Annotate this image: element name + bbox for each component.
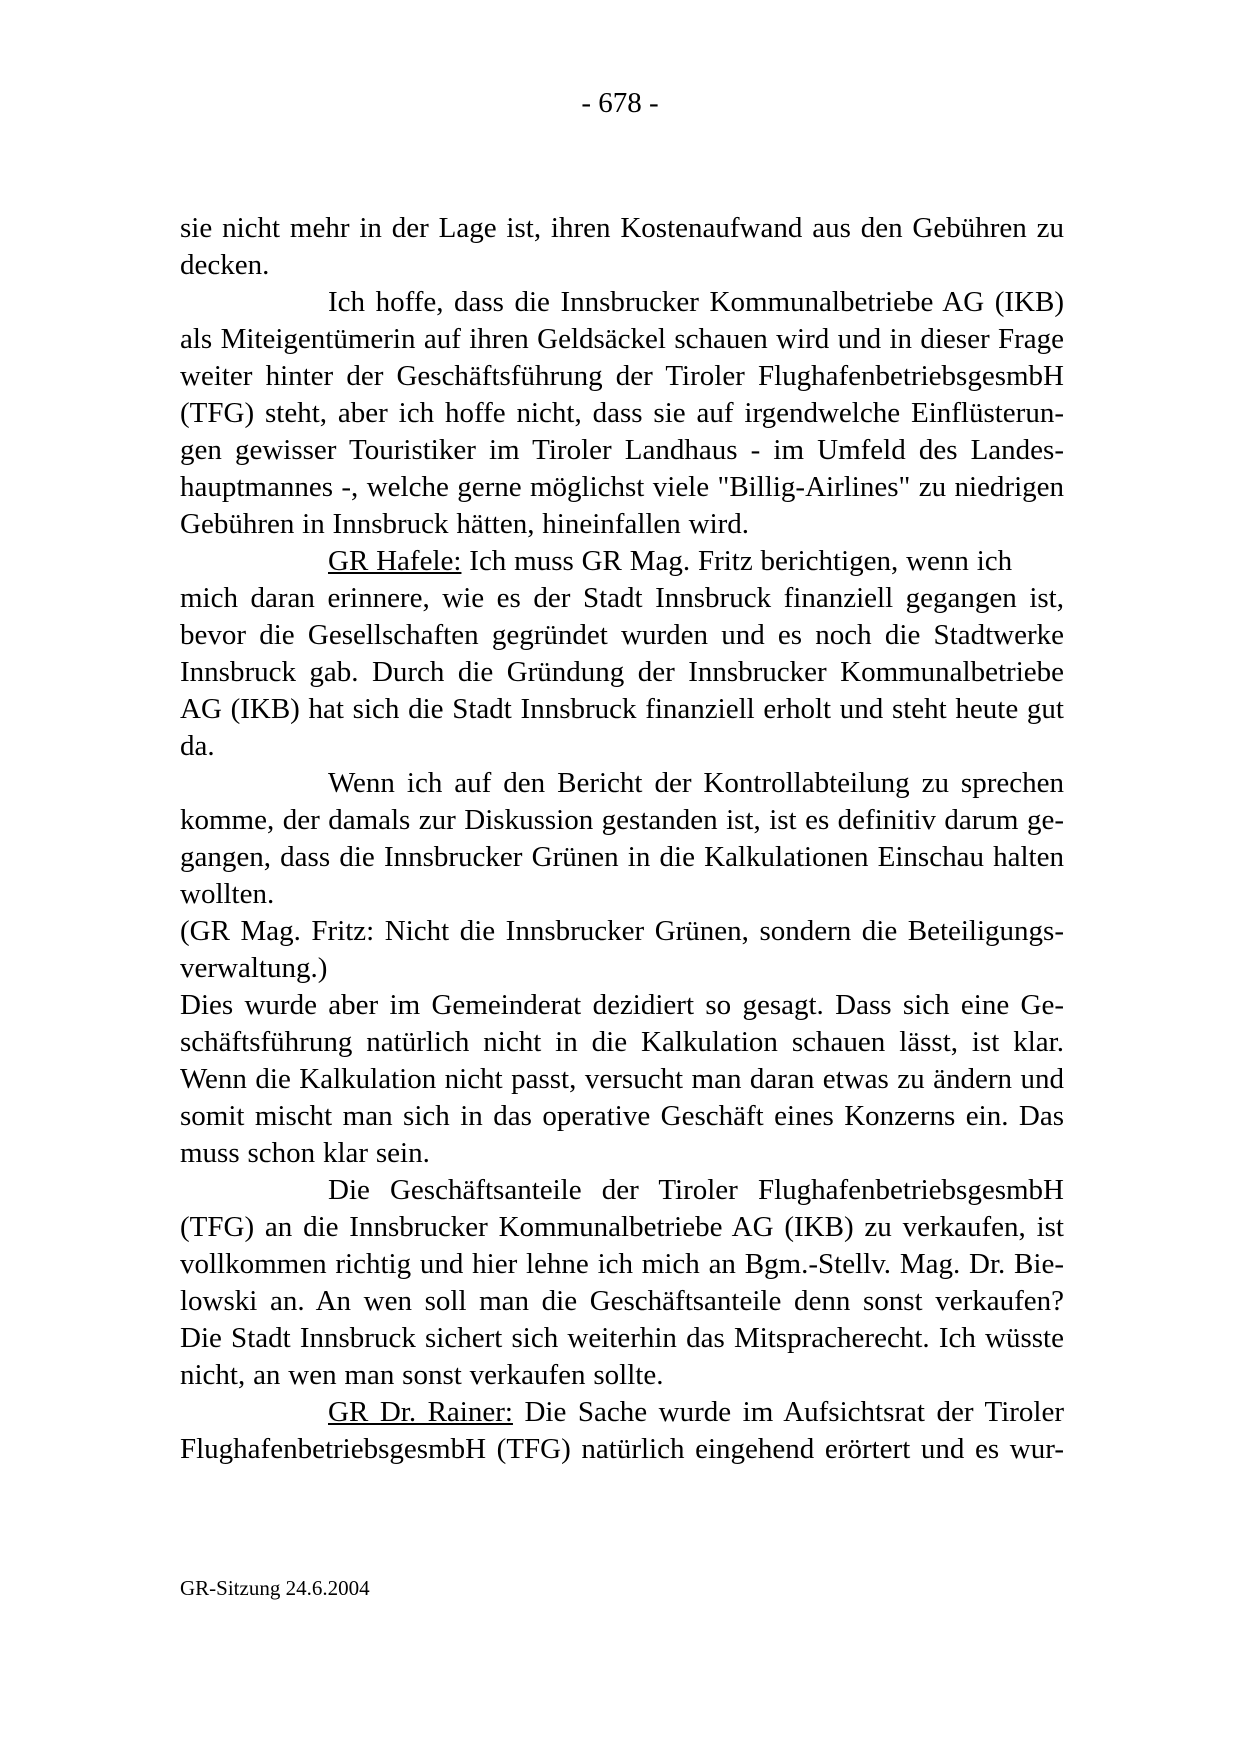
text-line: GR Dr. Rainer: Die Sache wurde im Aufsichtsrat der Tiroler (328, 1396, 1064, 1428)
text-line: FlughafenbetriebsgesmbH (TFG) natürlich eingehend erörtert und es wur- (180, 1433, 1064, 1465)
text-line: nicht, an wen man sonst verkaufen sollte. (180, 1359, 664, 1391)
page-body (180, 210, 1064, 1468)
text-line: Innsbruck gab. Durch die Gründung der Innsbrucker Kommunalbetriebe (180, 656, 1064, 688)
text-line: wollten. (180, 878, 275, 910)
text-line: lowski an. An wen soll man die Geschäftsanteile denn sonst verkaufen? (180, 1285, 1064, 1317)
speaker-name: GR Hafele: (328, 545, 462, 577)
text-line: gen gewisser Touristiker im Tiroler Landhaus - im Umfeld des Landes- (180, 434, 1064, 466)
text-line: weiter hinter der Geschäftsführung der Tiroler FlughafenbetriebsgesmbH (180, 360, 1064, 392)
text-line: GR Hafele: Ich muss GR Mag. Fritz berichtigen, wenn ich (328, 545, 1013, 577)
text-line: Die Stadt Innsbruck sichert sich weiterhin das Mitspracherecht. Ich wüsste (180, 1322, 1064, 1354)
text-line: als Miteigentümerin auf ihren Geldsäckel schauen wird und in dieser Frage (180, 323, 1064, 355)
text-line: schäftsführung natürlich nicht in die Kalkulation schauen lässt, ist klar. (180, 1026, 1064, 1058)
page-footer: GR-Sitzung 24.6.2004 (180, 1576, 370, 1600)
text-line: decken. (180, 249, 270, 281)
text-line: vollkommen richtig und hier lehne ich mich an Bgm.-Stellv. Mag. Dr. Bie- (180, 1248, 1064, 1280)
text-line: (TFG) steht, aber ich hoffe nicht, dass sie auf irgendwelche Einflüsterun- (180, 397, 1064, 429)
text-line: da. (180, 730, 215, 762)
text-line: Wenn ich auf den Bericht der Kontrollabteilung zu sprechen (328, 767, 1064, 799)
text-line: bevor die Gesellschaften gegründet wurden und es noch die Stadtwerke (180, 619, 1064, 651)
text-line: verwaltung.) (180, 952, 328, 984)
text-line: mich daran erinnere, wie es der Stadt Innsbruck finanziell gegangen ist, (180, 582, 1064, 614)
text-line: muss schon klar sein. (180, 1137, 430, 1169)
speaker-name: GR Dr. Rainer: (328, 1396, 513, 1428)
text-line: (GR Mag. Fritz: Nicht die Innsbrucker Grünen, sondern die Beteiligungs- (180, 915, 1064, 947)
text-line: sie nicht mehr in der Lage ist, ihren Kostenaufwand aus den Gebühren zu (180, 212, 1064, 244)
page-number: - 678 - (581, 87, 659, 119)
text-line: komme, der damals zur Diskussion gestanden ist, ist es definitiv darum ge- (180, 804, 1064, 836)
text-line: Dies wurde aber im Gemeinderat dezidiert so gesagt. Dass sich eine Ge- (180, 989, 1064, 1021)
text-line: Ich hoffe, dass die Innsbrucker Kommunalbetriebe AG (IKB) (328, 286, 1064, 318)
text-line: hauptmannes -, welche gerne möglichst viele "Billig-Airlines" zu niedrigen (180, 471, 1064, 503)
text-line: (TFG) an die Innsbrucker Kommunalbetriebe AG (IKB) zu verkaufen, ist (180, 1211, 1064, 1243)
text-line: Die Geschäftsanteile der Tiroler FlughafenbetriebsgesmbH (328, 1174, 1064, 1206)
text-line: AG (IKB) hat sich die Stadt Innsbruck finanziell erholt und steht heute gut (180, 693, 1064, 725)
text-line: gangen, dass die Innsbrucker Grünen in die Kalkulationen Einschau halten (180, 841, 1064, 873)
text-line: Gebühren in Innsbruck hätten, hineinfallen wird. (180, 508, 750, 540)
text-line: Wenn die Kalkulation nicht passt, versucht man daran etwas zu ändern und (180, 1063, 1064, 1095)
text-line: somit mischt man sich in das operative Geschäft eines Konzerns ein. Das (180, 1100, 1064, 1132)
